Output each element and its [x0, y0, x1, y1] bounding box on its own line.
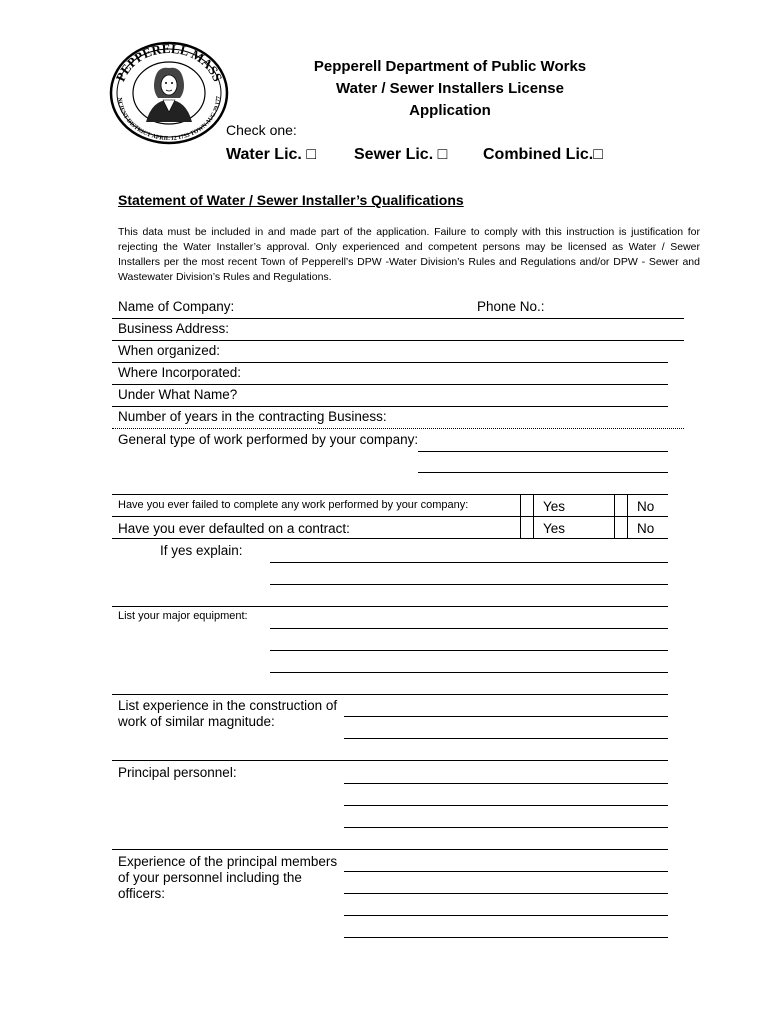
- combined-license-checkbox[interactable]: Combined Lic.□: [483, 146, 603, 163]
- personnel-line-4[interactable]: [112, 849, 668, 850]
- experience-line-1[interactable]: [344, 716, 668, 717]
- experience-label: List experience in the construction of work of similar magnitude:: [118, 698, 338, 729]
- personnel-line-1[interactable]: [344, 783, 668, 784]
- when-organized-line[interactable]: [112, 362, 668, 363]
- explain-label: If yes explain:: [160, 543, 243, 558]
- defaulted-yes-option[interactable]: Yes: [543, 521, 566, 536]
- company-name-line[interactable]: [112, 318, 684, 319]
- explain-line-1[interactable]: [270, 562, 668, 563]
- failed-yes-option[interactable]: Yes: [543, 499, 566, 514]
- seal-subtext: NCIENT DISTRICT APRIL 12 1753 TOWN AUG 29 177: [115, 96, 223, 143]
- title-line-1: Pepperell Department of Public Works: [313, 58, 587, 75]
- personnel-label: Principal personnel:: [118, 765, 237, 780]
- phone-label: Phone No.:: [477, 299, 545, 314]
- experience-line-2[interactable]: [344, 738, 668, 739]
- question-mid-line: [112, 516, 668, 517]
- title-line-3: Application: [409, 102, 491, 119]
- general-work-label: General type of work performed by your company:: [118, 432, 419, 447]
- question-top-line: [112, 494, 668, 495]
- where-incorporated-label: Where Incorporated:: [118, 365, 242, 380]
- where-incorporated-line[interactable]: [112, 384, 668, 385]
- water-license-checkbox[interactable]: Water Lic. □: [226, 146, 316, 163]
- equipment-line-2[interactable]: [270, 650, 668, 651]
- general-work-line-2[interactable]: [418, 472, 668, 473]
- statement-heading: Statement of Water / Sewer Installer’s Qualifications: [118, 192, 464, 208]
- under-what-name-label: Under What Name?: [118, 387, 238, 402]
- equipment-line-4[interactable]: [112, 694, 668, 695]
- business-address-label: Business Address:: [118, 321, 230, 336]
- personnel-line-3[interactable]: [344, 827, 668, 828]
- years-contracting-label: Number of years in the contracting Business:: [118, 409, 387, 424]
- equipment-line-3[interactable]: [270, 672, 668, 673]
- seal-lettering: [108, 40, 230, 146]
- defaulted-question: Have you ever defaulted on a contract:: [118, 521, 350, 536]
- failed-complete-question: Have you ever failed to complete any work performed by your company:: [118, 499, 469, 511]
- title-line-2: Water / Sewer Installers License: [336, 80, 564, 97]
- company-name-label: Name of Company:: [118, 299, 235, 314]
- business-address-line[interactable]: [112, 340, 684, 341]
- personnel-experience-line-4[interactable]: [344, 937, 668, 938]
- general-work-line-1[interactable]: [418, 451, 668, 452]
- equipment-line-1[interactable]: [270, 628, 668, 629]
- failed-no-option[interactable]: No: [637, 499, 655, 514]
- question-bottom-line: [112, 538, 668, 539]
- equipment-label: List your major equipment:: [118, 610, 248, 622]
- check-one-label: Check one:: [226, 122, 297, 138]
- defaulted-no-option[interactable]: No: [637, 521, 655, 536]
- personnel-line-2[interactable]: [344, 805, 668, 806]
- explain-line-3[interactable]: [112, 606, 668, 607]
- seal-text: PEPPERELL MASS: [112, 40, 226, 84]
- explain-line-2[interactable]: [270, 584, 668, 585]
- years-contracting-line[interactable]: [112, 428, 684, 429]
- personnel-experience-line-1[interactable]: [344, 871, 668, 872]
- experience-line-3[interactable]: [112, 760, 668, 761]
- instructions-text: This data must be included in and made part of the application. Failure to comply with this instruction is justification for rejecting the Water Installer’s approval. Only experienced and competent persons may be licensed as Water / Sewer Installers per the most recent Town of Pepperell’s DPW -Water Division’s Rules and Regulations and/or DPW - Sewer and Wastewater Division’s Rules and Regulations.: [118, 226, 700, 283]
- under-what-name-line[interactable]: [112, 406, 668, 407]
- personnel-experience-line-2[interactable]: [344, 893, 668, 894]
- when-organized-label: When organized:: [118, 343, 221, 358]
- personnel-experience-line-3[interactable]: [344, 915, 668, 916]
- personnel-experience-label: Experience of the principal members of your personnel including the officers:: [118, 854, 338, 901]
- sewer-license-checkbox[interactable]: Sewer Lic. □: [354, 146, 448, 163]
